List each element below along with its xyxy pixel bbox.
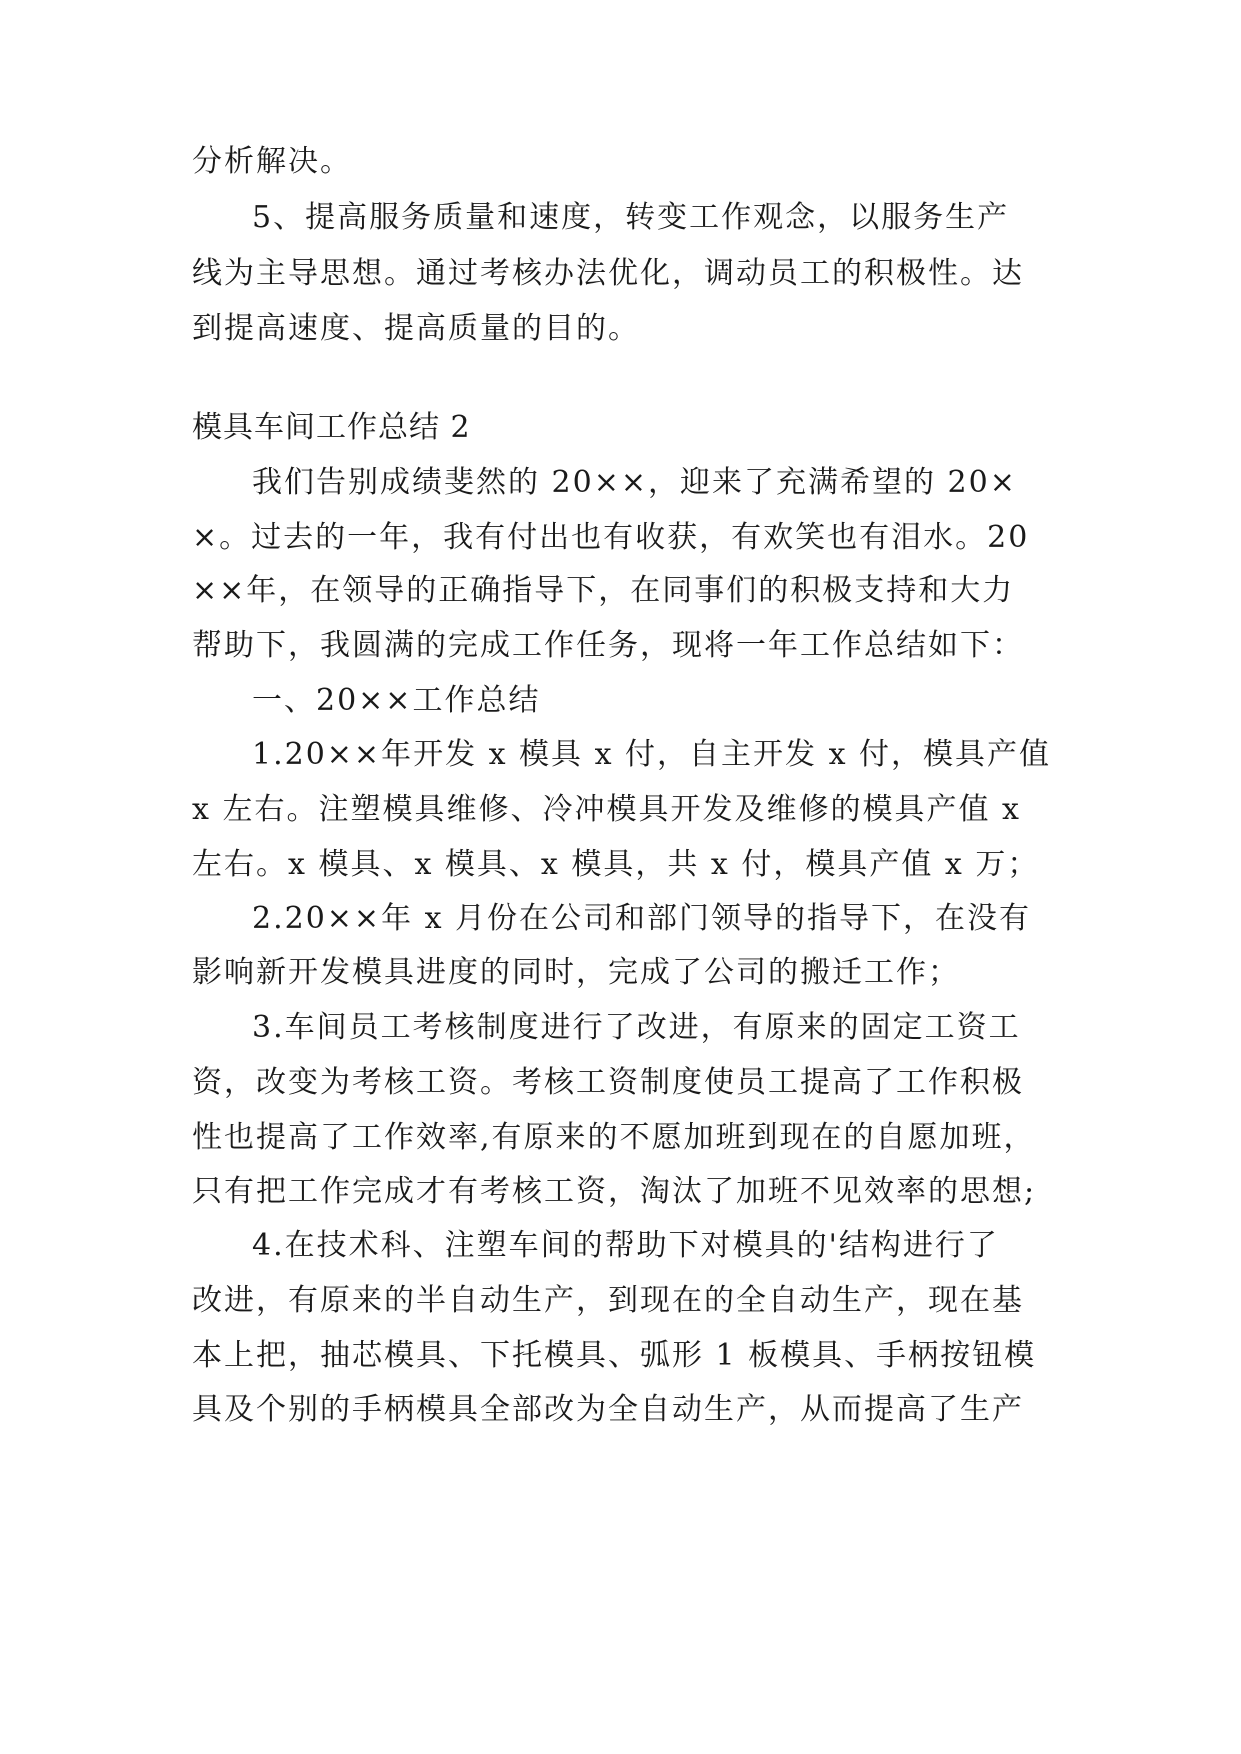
text-line: x 左右。注塑模具维修、冷冲模具开发及维修的模具产值 x (192, 792, 1021, 827)
text-line: 分析解决。 (192, 144, 352, 179)
text-line: ×。过去的一年，我有付出也有收获，有欢笑也有泪水。20 (192, 520, 1030, 555)
text-line: 左右。x 模具、x 模具、x 模具，共 x 付，模具产值 x 万； (192, 847, 1040, 882)
text-line: 影响新开发模具进度的同时，完成了公司的搬迁工作； (192, 955, 960, 990)
text-line: 性也提高了工作效率,有原来的不愿加班到现在的自愿加班， (192, 1120, 1036, 1155)
text-line: 到提高速度、提高质量的目的。 (192, 311, 640, 346)
text-line: ××年，在领导的正确指导下，在同事们的积极支持和大力 (192, 573, 1015, 608)
subheading: 一、20××工作总结 (252, 683, 541, 718)
text-line: 本上把，抽芯模具、下托模具、弧形 1 板模具、手柄按钮模 (192, 1338, 1037, 1373)
text-line: 5、提高服务质量和速度，转变工作观念，以服务生产 (252, 200, 1010, 235)
text-line: 只有把工作完成才有考核工资，淘汰了加班不见效率的思想; (192, 1174, 1037, 1209)
text-line: 3.车间员工考核制度进行了改进，有原来的固定工资工 (252, 1010, 1021, 1045)
text-line: 具及个别的手柄模具全部改为全自动生产，从而提高了生产 (192, 1392, 1024, 1427)
text-line: 资，改变为考核工资。考核工资制度使员工提高了工作积极 (192, 1065, 1024, 1100)
text-line: 1.20××年开发 x 模具 x 付，自主开发 x 付，模具产值 (252, 737, 1052, 772)
text-line: 线为主导思想。通过考核办法优化，调动员工的积极性。达 (192, 256, 1024, 291)
text-line: 我们告别成绩斐然的 20××，迎来了充满希望的 20× (252, 465, 1017, 500)
section-heading: 模具车间工作总结 2 (192, 410, 471, 445)
text-line: 4.在技术科、注塑车间的帮助下对模具的'结构进行了 (252, 1228, 999, 1263)
text-line: 改进，有原来的半自动生产，到现在的全自动生产，现在基 (192, 1283, 1024, 1318)
text-line: 帮助下，我圆满的完成工作任务，现将一年工作总结如下： (192, 628, 1024, 663)
text-line: 2.20××年 x 月份在公司和部门领导的指导下，在没有 (252, 901, 1032, 936)
